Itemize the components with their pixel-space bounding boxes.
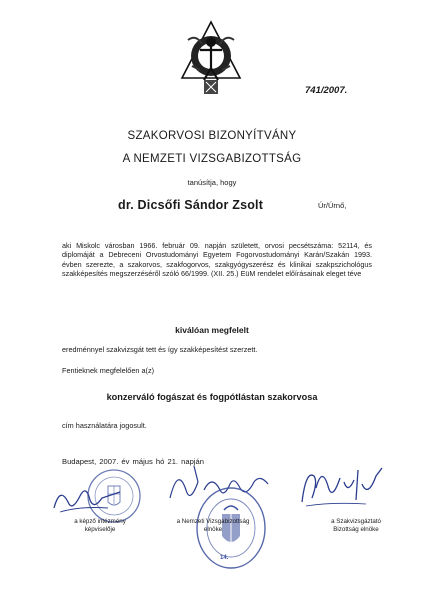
chairman-caption-line1: a Nemzeti Vizsgabizottság (176, 518, 250, 525)
entitled-text: cím használatára jogosult. (62, 421, 147, 430)
committee-signature (296, 458, 392, 514)
result-text: eredménnyel szakvizsgát tett és így szakképesítést szerzett. (62, 345, 258, 354)
committee-caption-line2: Bizottság elnöke (333, 526, 379, 533)
issue-date: Budapest, 2007. év május hó 21. napján (62, 457, 204, 466)
attests-text: tanúsítja, hogy (187, 178, 237, 187)
document-number: 741/2007. (305, 85, 348, 96)
emblem-logo (180, 20, 242, 100)
based-on-text: Fentieknek megfelelően a(z) (62, 366, 155, 375)
chairman-caption (155, 518, 271, 534)
committee-caption-line1: a Szakvizsgáztató (331, 518, 381, 525)
committee-caption (308, 518, 404, 534)
certificate-title: SZAKORVOSI BIZONYÍTVÁNY (127, 130, 297, 142)
institution-caption-line2: képviselője (84, 526, 116, 533)
holder-name: dr. Dicsőfi Sándor Zsolt (118, 198, 264, 212)
institution-caption (60, 518, 140, 534)
gender-form: Úr/Úrnő, (318, 201, 347, 210)
certificate-issuer: A NEMZETI VIZSGABIZOTTSÁG (122, 153, 302, 165)
ministry-stamp-number: 14. (220, 555, 229, 561)
chairman-caption-line2: elnöke (203, 526, 223, 533)
exam-grade: kiválóan megfelelt (175, 325, 249, 335)
details-paragraph: aki Miskolc városban 1966. február 09. napján született, orvosi pecsétszáma: 52114, és diplomáját a Debreceni Orvostudományi Egyetem Fogorvostudományi Karán/Szakán 1993. évben szerezte, a szakorvos, szakfogorvos, szakgyógyszerész és klinikai szakpszichológus szakképesítés megszerzéséről szóló 66/1999. (XII. 25.) EüM rendelet előírásainak eleget téve (62, 241, 372, 278)
institution-caption-line1: a képző intézmény (74, 518, 126, 525)
institution-signature (50, 478, 130, 518)
specialty-title: konzerváló fogászat és fogpótlástan szakorvosa (106, 392, 318, 402)
